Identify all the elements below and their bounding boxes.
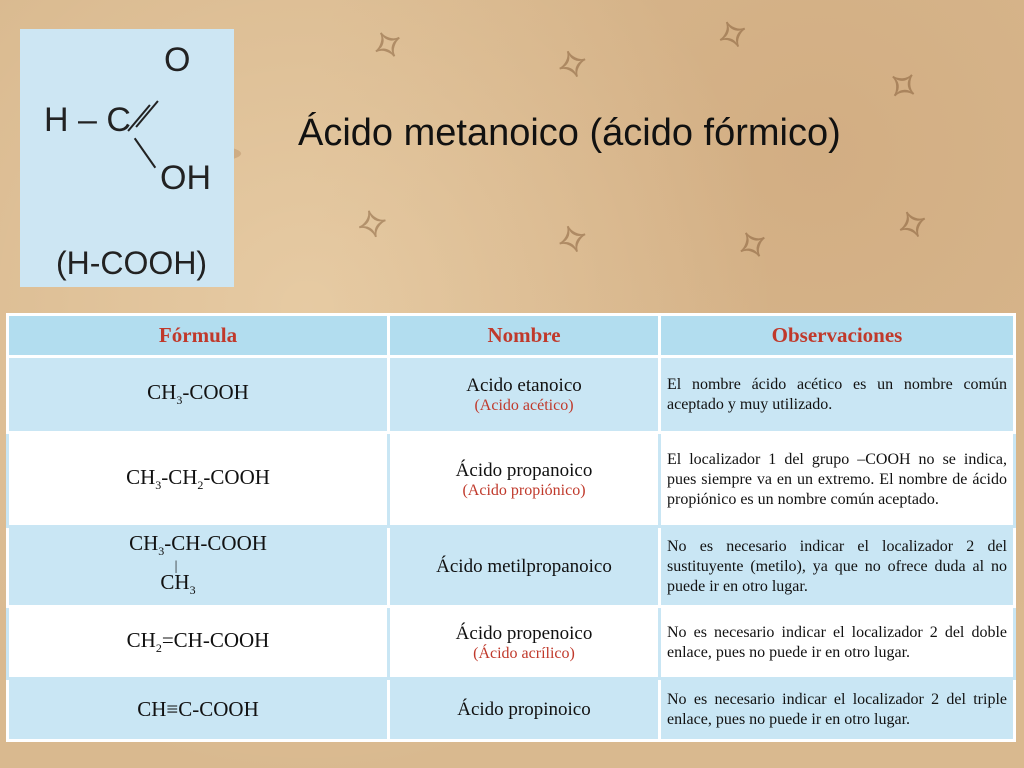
observation-cell: No es necesario indicar el localizador 2 del triple enlace, pues no puede ir en otro lugar. [660,679,1015,741]
header-formula: Fórmula [8,315,389,357]
formula-cell: $CH_2=CH$-COOH [8,607,389,679]
table-row [8,433,1015,527]
slide-title: Ácido metanoico (ácido fórmico) [298,112,841,154]
formula-cell: $CH_3$-COOH [8,357,389,433]
common-name: (Acido propiónico) [462,481,586,499]
formula-cell: $CH_3-CH$-COOH | $CH_3$ [8,527,389,607]
observation-cell: No es necesario indicar el localizador 2 del doble enlace, pues no puede ir en otro lugar. [660,607,1015,679]
branch-bond-line: | [174,558,178,574]
name-cell [389,433,660,527]
carboxylic-acids-table [6,313,1016,742]
iupac-name: Acido etanoico [466,374,582,396]
fish-fossil-icon: ⟡ [359,16,422,70]
name-cell [389,357,660,433]
name-cell [389,527,660,607]
fish-fossil-icon: ⟡ [724,216,787,270]
fish-fossil-icon: ⟡ [345,201,406,245]
common-name: (Acido acético) [474,396,574,414]
fish-fossil-icon: ⟡ [544,39,606,87]
table-row [8,607,1015,679]
observation-cell: No es necesario indicar el localizador 2 del sustituyente (metilo), ya que no ofrece duda al no puede ir en otro lugar. [660,527,1015,607]
fish-fossil-icon: ⟡ [876,52,935,114]
fish-fossil-icon: ⟡ [884,197,947,249]
name-cell [389,607,660,679]
table-row [8,357,1015,433]
formula-cell: CH≡C-COOH [8,679,389,741]
single-bond-line [134,138,156,169]
table-row [8,679,1015,741]
iupac-name: Ácido metilpropanoico [436,555,612,577]
iupac-name: Ácido propanoico [455,459,593,481]
formula-cell: $CH_3-CH_2$-COOH [8,433,389,527]
table-header-row [8,315,1015,357]
table-row [8,527,1015,607]
observation-cell: El localizador 1 del grupo –COOH no se indica, pues siempre va en un extremo. El nombre de ácido propiónico es un nombre común aceptado. [660,433,1015,527]
structural-formula-card [20,29,234,287]
fish-fossil-icon: ⟡ [544,214,606,262]
hydroxyl-label: OH [160,159,211,197]
hydrogen-carbon-label: H – C [44,101,131,139]
name-cell [389,679,660,741]
double-bond-line [135,100,158,127]
fish-fossil-icon: ⟡ [704,7,767,59]
header-name: Nombre [389,315,660,357]
iupac-name: Ácido propinoico [457,698,591,720]
iupac-name: Ácido propenoico [455,622,593,644]
condensed-formula-caption: (H-COOH) [56,245,208,281]
header-observations: Observaciones [660,315,1015,357]
oxygen-atom-label: O [164,41,191,79]
common-name: (Ácido acrílico) [473,644,575,662]
observation-cell: El nombre ácido acético es un nombre común aceptado y muy utilizado. [660,357,1015,433]
